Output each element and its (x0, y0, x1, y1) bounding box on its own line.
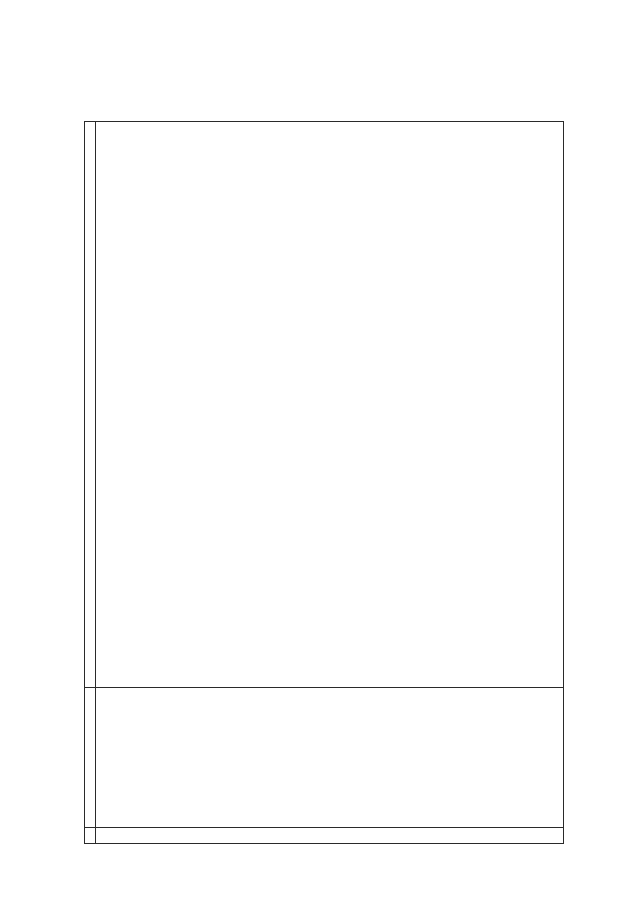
header-col-1 (85, 828, 96, 844)
document-table (84, 121, 564, 844)
table-row (96, 122, 564, 844)
header-col-2 (85, 688, 96, 828)
rotated-table-wrapper (84, 121, 564, 844)
header-col-3 (85, 122, 96, 688)
settlement-name (96, 688, 564, 828)
row-number (96, 828, 564, 844)
description-cell (96, 122, 564, 688)
header-row (85, 122, 96, 844)
